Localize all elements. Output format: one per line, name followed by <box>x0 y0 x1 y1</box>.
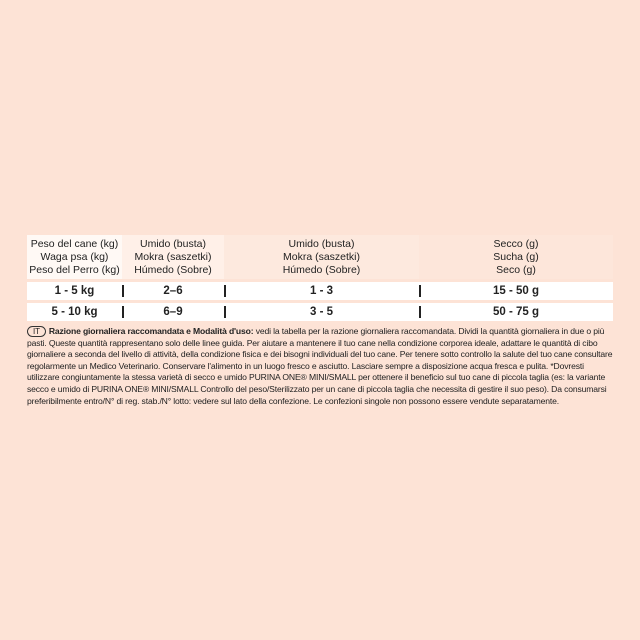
table-row <box>27 282 613 300</box>
table-row <box>27 303 613 321</box>
instructions-body: vedi la tabella per la razione giornaliera raccomandata. Dividi la quantità giornaliera in due o più pasti. Queste quantità rappresentano solo delle linee guida. Per aiutare a mantenere il tuo cane nella condizione corporea ideale, adattare le quantità di cibo giornaliere a seconda del livello di attività, della condizione fisica e dei bisogni individuali del tuo cane. Per tenere sotto controllo la salute del tuo cane consultare regolarmente un Medico Veterinario. Conservare l'alimento in un luogo fresco e asciutto. Lasciare sempre a disposizione acqua fresca e pulita. *Dovresti utilizzare congiuntamente la stessa varietà di secco e umido PURINA ONE® MINI/SMALL per ottenere il beneficio sul tuo cane di piccola taglia (es: la variante secco e umido di PURINA ONE® MINI/SMALL Controllo del peso/Sterilizzato per un cane di piccola taglia che necessita di gestire il suo peso). Da consumarsi preferibilmente entro/N° di reg. stab./N° lotto: vedere sul lato della confezione. Le confezioni singole non possono essere vendute separatamente. <box>27 326 613 406</box>
cell-wet-2: 1 - 3 <box>224 282 419 300</box>
instructions-title: Razione giornaliera raccomandata e Modalità d'uso: <box>48 326 254 336</box>
header-dry: Secco (g) Sucha (g) Seco (g) <box>419 235 613 279</box>
cell-wet-2: 3 - 5 <box>224 303 419 321</box>
table-header-row <box>27 235 613 279</box>
usage-instructions <box>27 326 613 407</box>
language-badge: IT <box>27 326 46 337</box>
cell-dry: 50 - 75 g <box>419 303 613 321</box>
cell-dry: 15 - 50 g <box>419 282 613 300</box>
cell-weight: 1 - 5 kg <box>27 282 122 300</box>
cell-wet-1: 6–9 <box>122 303 224 321</box>
header-wet-pouch-1: Umido (busta) Mokra (saszetki) Húmedo (Sobre) <box>122 235 224 279</box>
feeding-table <box>27 235 613 321</box>
header-wet-pouch-2: Umido (busta) Mokra (saszetki) Húmedo (Sobre) <box>224 235 419 279</box>
feeding-table-panel <box>27 235 613 321</box>
cell-weight: 5 - 10 kg <box>27 303 122 321</box>
header-dog-weight: Peso del cane (kg) Waga psa (kg) Peso del Perro (kg) <box>27 235 122 279</box>
cell-wet-1: 2–6 <box>122 282 224 300</box>
